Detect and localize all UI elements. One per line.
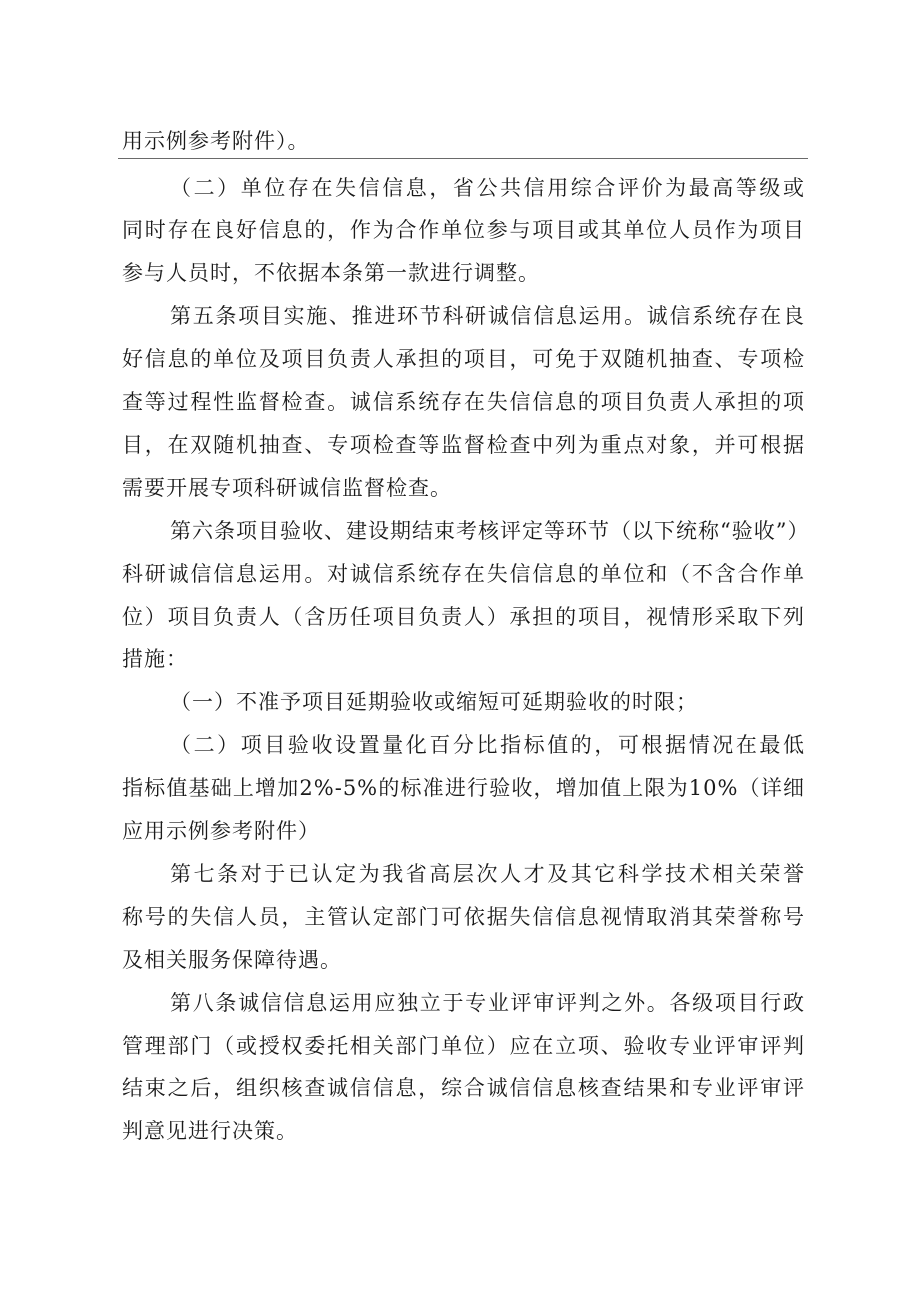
text-line: 目，在双随机抽查、专项检查等监督检查中列为重点对象，并可根据 — [122, 432, 805, 457]
text-line: 第六条项目验收、建设期结束考核评定等环节（以下统称“验收”） — [170, 518, 810, 543]
text-line: 第八条诚信信息运用应独立于专业评审评判之外。各级项目行政 — [170, 990, 805, 1015]
text-line: （一）不准予项目延期验收或缩短可延期验收的时限； — [170, 690, 698, 715]
text-line: 称号的失信人员，主管认定部门可依据失信信息视情取消其荣誉称号 — [122, 904, 805, 929]
text-line: 好信息的单位及项目负责人承担的项目，可免于双随机抽查、专项检 — [122, 347, 805, 372]
text-line: （二）单位存在失信信息，省公共信用综合评价为最高等级或 — [170, 175, 805, 200]
text-line: 第五条项目实施、推进环节科研诚信信息运用。诚信系统存在良 — [170, 304, 805, 329]
text-line: 管理部门（或授权委托相关部门单位）应在立项、验收专业评审评判 — [122, 1033, 805, 1058]
text-line: 科研诚信信息运用。对诚信系统存在失信信息的单位和（不含合作单 — [122, 561, 805, 586]
text-line: 结束之后，组织核查诚信信息，综合诚信信息核查结果和专业评审评 — [122, 1076, 805, 1101]
text-line: 应用示例参考附件） — [122, 819, 320, 843]
text-line: 查等过程性监督检查。诚信系统存在失信信息的项目负责人承担的项 — [122, 390, 805, 414]
text-line: 位）项目负责人（含历任项目负责人）承担的项目，视情形采取下列 — [122, 604, 805, 629]
text-line: 第七条对于已认定为我省高层次人才及其它科学技术相关荣誉 — [170, 861, 805, 886]
text-line: 判意见进行决策。 — [122, 1119, 298, 1144]
text-line: 措施： — [122, 647, 188, 672]
text-line: （二）项目验收设置量化百分比指标值的，可根据情况在最低 — [170, 733, 805, 758]
text-line: 参与人员时，不依据本条第一款进行调整。 — [122, 261, 540, 286]
text-line: 需要开展专项科研诚信监督检查。 — [122, 475, 452, 500]
text-line: 指标值基础上增加2%-5%的标准进行验收，增加值上限为10%（详细 — [122, 776, 805, 801]
text-line: 用示例参考附件）。 — [122, 128, 310, 153]
text-line: 同时存在良好信息的，作为合作单位参与项目或其单位人员作为项目 — [122, 218, 805, 243]
text-line: 及相关服务保障待遇。 — [122, 947, 342, 972]
